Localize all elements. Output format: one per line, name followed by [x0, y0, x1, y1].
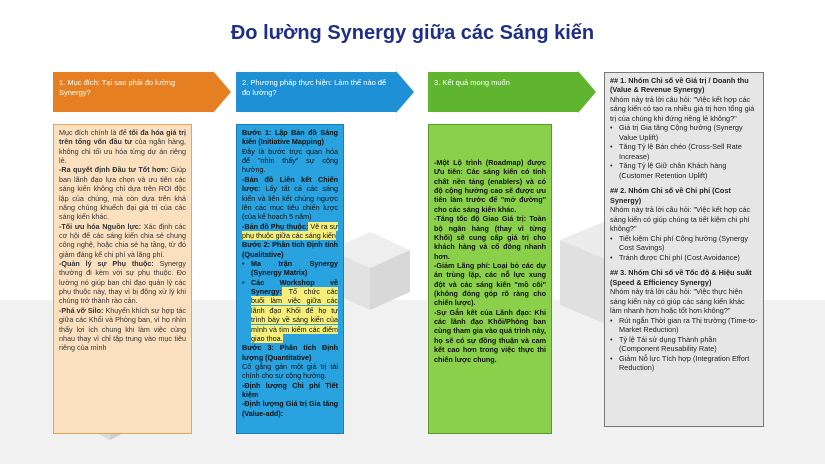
arrow-head-icon	[396, 71, 414, 113]
result-item: -Sự Gắn kết của Lãnh đạo: Khi các lãnh đạo Khối/Phòng ban cùng tham gia vào quá trình này, họ sẽ có sự đồng thuận và cam kết cao hơn trong việc thực thi chiến lược chung.	[434, 307, 546, 364]
purpose-intro: Mục đích chính là để tối đa hóa giá trị trên tổng vốn đầu tư của ngân hàng, không chỉ tối ưu hóa từng dự án riêng lẻ.	[59, 128, 186, 166]
arrow-result	[428, 72, 596, 112]
step3-title: Bước 3: Phân tích Định lượng (Quantitative)	[242, 343, 338, 362]
map-dependency: -Bản đồ Phụ thuộc: Vẽ ra sự phụ thuộc giữa các sáng kiến	[242, 221, 338, 240]
cost-quantify: -Định lượng Chi phí Tiết kiệm	[242, 380, 338, 400]
kpi-bullet: • Giá trị Gia tăng Cộng hưởng (Synergy Value Uplift)	[610, 123, 758, 142]
kpi-bullet: • Giảm Nỗ lực Tích hợp (Integration Effort Reduction)	[610, 354, 758, 373]
map-strategic: -Bản đồ Liên kết Chiến lược: Lấy tất cả các sáng kiến và liên kết chúng ngược lên các mục tiêu chiến lược (của kế hoạch 5 năm)	[242, 174, 338, 222]
step2-title: Bước 2: Phân tích Định tính (Qualitative)	[242, 240, 338, 259]
value-quantify: -Định lượng Giá trị Gia tăng (Value-add):	[242, 399, 338, 418]
results-panel	[428, 124, 552, 434]
method-panel	[236, 124, 344, 434]
kpi-group-question: Nhóm này trả lời câu hỏi: "Việc kết hợp các sáng kiến có giúp chúng ta tiết kiệm chi phí không?"	[610, 205, 751, 234]
result-item: -Một Lộ trình (Roadmap) được Ưu tiên: Các sáng kiến có tính chất nền tảng (enablers) và có độ cộng hưởng cao sẽ được ưu tiên làm trước để "mở đường" cho các sáng kiến khác.	[434, 158, 546, 214]
kpi-group-title: ## 3. Nhóm Chỉ số về Tốc độ & Hiệu suất (Speed & Efficiency Synergy)	[610, 268, 752, 287]
purpose-item: -Tối ưu hóa Nguồn lực: Xác định các cơ hội để các sáng kiến chia sẻ chung công nghệ, hoặc chia sẻ hạ tầng, từ đó giảm đáng kể chi phí và lãng phí.	[59, 221, 186, 259]
kpi-group-question: Nhóm này trả lời câu hỏi: "Việc kết hợp các sáng kiến có tạo ra nhiều giá trị hơn tổng giá trị của chúng khi đứng riêng lẻ không?"	[610, 94, 755, 123]
result-item: -Tăng tốc độ Giao Giá trị: Toàn bộ ngân hàng (thay vì từng Khối) sẽ cung cấp giá trị cho khách hàng và cổ đông nhanh hơn.	[434, 214, 547, 261]
arrow-purpose-label: 1. Mục đích: Tại sao phải đo lường Synergy?	[53, 72, 213, 112]
kpi-bullet: • Tránh được Chi phí (Cost Avoidance)	[610, 253, 758, 262]
kpi-panel	[604, 72, 764, 427]
synergy-matrix-item: • Ma trận Synergy (Synergy Matrix)	[242, 259, 338, 278]
purpose-item: -Phá vỡ Silo: Khuyến khích sự hợp tác giữa các Khối và Phòng ban, vì họ nhìn thấy lợi ích chung khi làm việc cùng nhau thay vì chỉ tập trung vào mục tiêu riêng của mình	[59, 305, 187, 353]
step1-title: Bước 1: Lập Bản đồ Sáng kiến (Initiative Mapping)	[242, 128, 338, 147]
arrow-head-icon	[213, 71, 231, 113]
purpose-item: -Ra quyết định Đầu tư Tốt hơn: Giúp ban lãnh đạo lựa chọn và ưu tiên các sáng kiến không chỉ dựa trên ROI độc lập của chúng, mà còn dựa trên khả năng chúng khuếch đại giá trị của các sáng kiến khác.	[59, 165, 186, 222]
kpi-bullet: • Tỷ lệ Tái sử dụng Thành phần (Component Reusability Rate)	[610, 335, 758, 354]
result-item: -Giảm Lãng phí: Loại bỏ các dự án trùng lặp, các nỗ lực xung đột và các sáng kiến "mồ côi" (không đóng góp rõ ràng cho chiến lược).	[434, 260, 546, 308]
step3-text: Cố gắng gán một giá trị tài chính cho sự cộng hưởng.	[242, 361, 338, 381]
kpi-group-title: ## 1. Nhóm Chỉ số về Giá trị / Doanh thu (Value & Revenue Synergy)	[610, 76, 749, 95]
arrow-method-label: 2. Phương pháp thực hiện: Làm thế nào để đo lường?	[236, 72, 396, 112]
kpi-bullet: • Tăng Tỷ lệ Giữ chân Khách hàng (Customer Retention Uplift)	[610, 161, 758, 180]
slide-title: Đo lường Synergy giữa các Sáng kiến	[230, 22, 595, 44]
kpi-bullet: • Tiết kiệm Chi phí Cộng hưởng (Synergy Cost Savings)	[610, 234, 758, 253]
workshop-item: • Các Workshop về Synergy: Tổ chức các buổi làm việc giữa các lãnh đạo Khối để họ tự trình bày về sáng kiến của mình và tìm kiếm các điểm giao thoa.	[242, 278, 338, 344]
arrow-head-icon	[578, 71, 596, 113]
arrow-method	[236, 72, 414, 112]
arrow-purpose	[53, 72, 231, 112]
purpose-panel	[53, 124, 192, 434]
arrow-result-label: 3. Kết quả mong muốn	[428, 72, 578, 112]
kpi-bullet: • Rút ngắn Thời gian ra Thị trường (Time-to-Market Reduction)	[610, 316, 758, 335]
kpi-group-title: ## 2. Nhóm Chỉ số về Chi phí (Cost Synergy)	[610, 186, 731, 205]
kpi-group-question: Nhóm này trả lời câu hỏi: "Việc thực hiện sáng kiến này có giúp các sáng kiến khác làm nhanh hơn hoặc tốt hơn không?"	[610, 287, 745, 316]
purpose-item: -Quản lý sự Phụ thuộc: Synergy thường đi kèm với sự phụ thuộc. Đo lường nó giúp ban chỉ đạo quản lý các phụ thuộc này, thay vì bị động xử lý khi chúng trở thành rào cản.	[59, 259, 186, 306]
kpi-bullet: • Tăng Tỷ lệ Bán chéo (Cross-Sell Rate Increase)	[610, 142, 758, 161]
step1-text: Đây là bước trực quan hóa để "nhìn thấy" sự cộng hưởng.	[242, 146, 338, 175]
